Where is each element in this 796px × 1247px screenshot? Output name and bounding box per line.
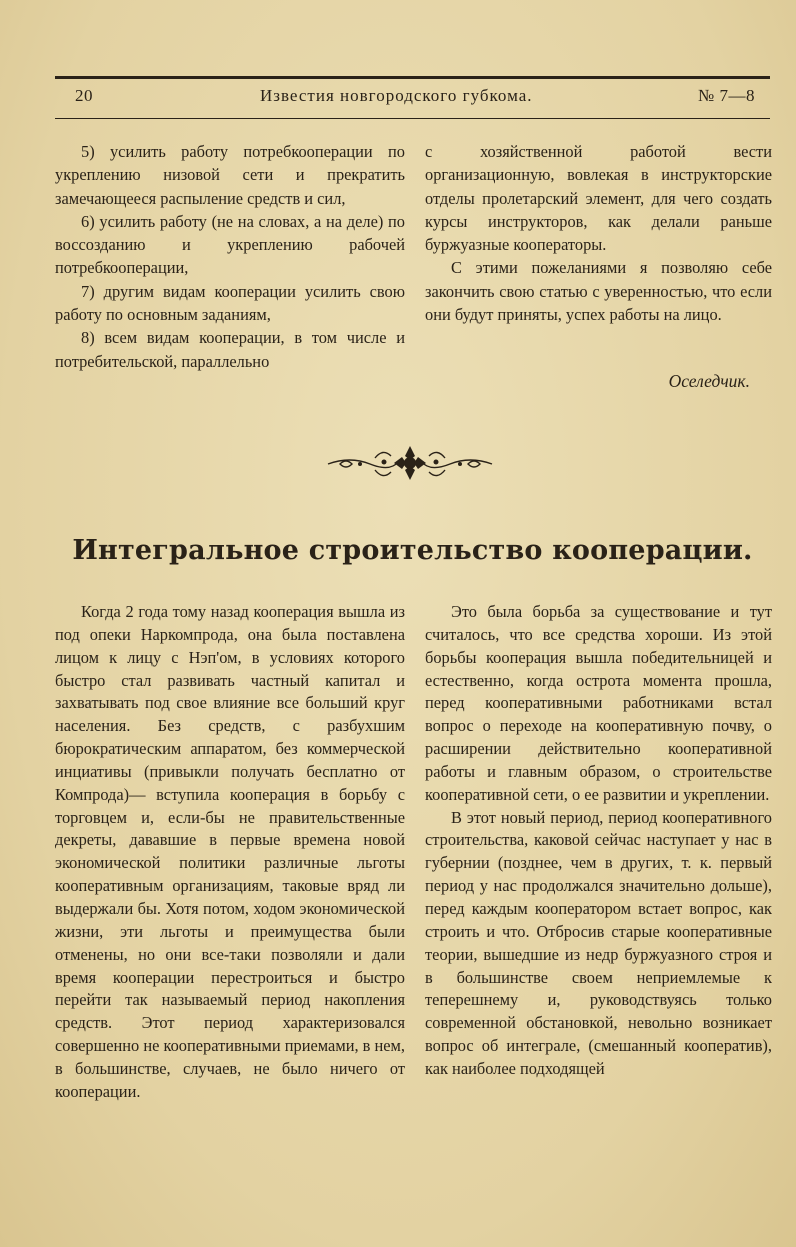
issue-number: № 7—8 [698, 86, 755, 105]
running-header [75, 86, 755, 110]
article-left-column [55, 601, 405, 1104]
header-top-rule [55, 76, 770, 79]
top-right-column [425, 140, 772, 326]
article-title: Интегральное строительство кооперации. [72, 535, 753, 566]
top-left-column [55, 140, 405, 373]
paragraph: 8) всем видам кооперации, в том числе и потребительской, параллельно [55, 328, 405, 371]
paragraph: 7) другим видам кооперации усилить свою работу по основным заданиям, [55, 281, 405, 325]
paragraph: Когда 2 года тому назад кооперация вышла из под опеки Наркомпрода, она была поставлена лицом к лицу с Нэп'ом, в условиях которого быстро стал развивать частный капитал и захватывать под свое влияние все больший круг населения. Без средств, с разбухшим бюрократическим аппаратом, без коммерческой инциативы (привыкли получать бесплатно от Компрода)— вступила кооперация в борьбу с торговцем и, если-бы не правительственные декреты, дававшие в первые времена новой экономической политики различные льготы кооперативным организациям, таковые вряд ли выдержали бы. Хотя потом, ходом экономической жизни, эти льготы и преимущества были отменены, но они все-таки позволяли и дали время кооперации перестроиться и быстро перейти так называемый период накопления средств. Этот период характеризовался совершенно не кооперативными приемами, в нем, в большинстве, случаев, не было ничего от кооперации. [55, 602, 406, 1101]
paragraph: с хозяйственной работой вести организационную, вовлекая в инструкторские отделы пролетарский элемент, для чего создать курсы инструкторов, как делали раньше буржуазные кооператоры. [425, 142, 772, 255]
author-signature: Оселедчик. [668, 371, 750, 391]
paragraph: Это была борьба за существование и тут считалось, что все средства хороши. Из этой борьбы кооперация вышла победительницей и естественно, когда острота момента прошла, перед кооперативными работниками встал вопрос о переходе на кооперативную почву, о расширении действительно кооперативной работы и главным образом, о строительстве кооперативной сети, о ее развитии и укреплении. [425, 602, 772, 804]
paragraph: В этот новый период, период кооперативного строительства, каковой сейчас наступает у нас в губернии (позднее, чем в других, т. к. первый период у нас продолжался значительно дольше), перед каждым кооператором встает вопрос, как строить и что. Отбросив старые кооперативные теории, вышедшие из недр буржуазного строя и в большинстве своем неприемлемые к теперешнему и, руководствуясь только современной обстановкой, невольно возникает вопрос об интеграле, (смешанный кооператив), как наиболее подходящей [425, 807, 772, 1078]
article-right-column [425, 601, 772, 1081]
publication-title: Известия новгородского губкома. [260, 86, 533, 105]
floral-divider-icon [320, 438, 500, 488]
header-bottom-rule [55, 118, 770, 119]
paragraph: 5) усилить работу потребкооперации по укреплению низовой сети и прекратить замечающееся распыление средств и сил, [55, 142, 405, 208]
page-number: 20 [75, 86, 93, 105]
paragraph: 6) усилить работу (не на словах, а на деле) по воссозданию и укреплению рабочей потребкооперации, [55, 211, 405, 278]
paragraph: С этими пожеланиями я позволяю себе закончить свою статью с уверенностью, что если они будут приняты, успех работы на лицо. [425, 258, 772, 325]
